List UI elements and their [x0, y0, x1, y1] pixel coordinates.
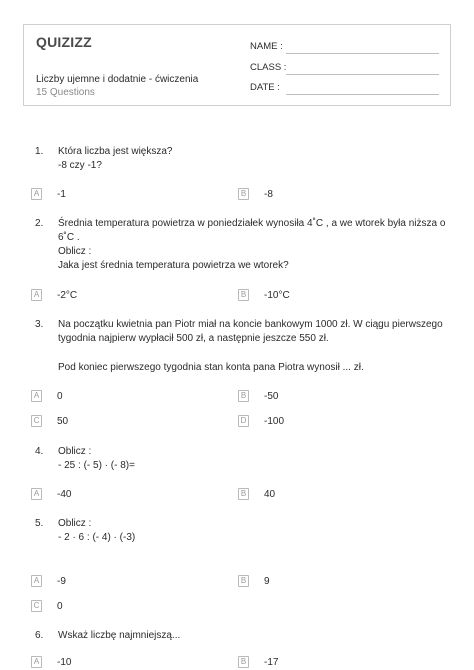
question-number: 3.: [35, 319, 44, 330]
question-text: 6˚C .: [58, 232, 80, 243]
option-text: -40: [57, 489, 72, 500]
option-letter-box: D: [238, 415, 249, 427]
question-text: Oblicz :: [58, 518, 92, 529]
worksheet-header: [23, 24, 451, 106]
question-number: 5.: [35, 518, 44, 529]
option-text: -100: [264, 416, 285, 427]
option-text: 40: [264, 489, 276, 500]
question-text: tygodnia najpierw wypłacił 500 zł, a następnie jeszcze 550 zł.: [58, 333, 329, 344]
option-letter-box: C: [31, 600, 42, 612]
option-letter-box: A: [31, 488, 42, 500]
option-text: 50: [57, 416, 69, 427]
quizizz-logo: QUIZIZZ: [36, 34, 92, 50]
class-field[interactable]: [286, 74, 439, 75]
option-letter-box: A: [31, 289, 42, 301]
class-label: CLASS :: [250, 62, 287, 73]
option-text: -8: [264, 189, 273, 200]
option-text: -50: [264, 391, 279, 402]
question-text: Średnia temperatura powietrza w poniedziałek wynosiła 4˚C , a we wtorek była niższa o: [58, 218, 446, 229]
question-text: Jaka jest średnia temperatura powietrza we wtorek?: [58, 260, 289, 271]
option-letter-box: B: [238, 575, 249, 587]
option-letter-box: A: [31, 390, 42, 402]
option-text: -1: [57, 189, 66, 200]
question-number: 6.: [35, 630, 44, 641]
question-text: Która liczba jest większa?: [58, 146, 173, 157]
option-text: 0: [57, 391, 63, 402]
option-letter-box: C: [31, 415, 42, 427]
option-letter-box: B: [238, 390, 249, 402]
option-letter-box: A: [31, 188, 42, 200]
question-number: 2.: [35, 218, 44, 229]
question-text: - 25 : (- 5) · (- 8)=: [58, 460, 135, 471]
option-text: -10: [57, 657, 72, 668]
option-letter-box: B: [238, 188, 249, 200]
worksheet-title: Liczby ujemne i dodatnie - ćwiczenia: [36, 74, 199, 85]
name-label: NAME :: [250, 41, 283, 52]
option-text: -17: [264, 657, 279, 668]
question-text: Na początku kwietnia pan Piotr miał na koncie bankowym 1000 zł. W ciągu pierwszego: [58, 319, 443, 330]
option-letter-box: B: [238, 488, 249, 500]
question-number: 4.: [35, 446, 44, 457]
option-text: -9: [57, 576, 66, 587]
option-letter-box: A: [31, 575, 42, 587]
option-text: -10°C: [264, 290, 290, 301]
option-letter-box: B: [238, 289, 249, 301]
date-field[interactable]: [286, 94, 439, 95]
question-text: Wskaż liczbę najmniejszą...: [58, 630, 181, 641]
option-text: 9: [264, 576, 270, 587]
option-text: -2°C: [57, 290, 78, 301]
date-label: DATE :: [250, 82, 280, 93]
question-text: -8 czy -1?: [58, 160, 102, 171]
question-text: Oblicz :: [58, 446, 92, 457]
question-number: 1.: [35, 146, 44, 157]
option-letter-box: B: [238, 656, 249, 668]
question-text: - 2 · 6 : (- 4) · (-3): [58, 532, 136, 543]
option-text: 0: [57, 601, 63, 612]
question-text: Pod koniec pierwszego tygodnia stan konta pana Piotra wynosił ... zł.: [58, 362, 364, 373]
question-count: 15 Questions: [36, 87, 95, 98]
option-letter-box: A: [31, 656, 42, 668]
question-text: Oblicz :: [58, 246, 92, 257]
name-field[interactable]: [286, 53, 439, 54]
